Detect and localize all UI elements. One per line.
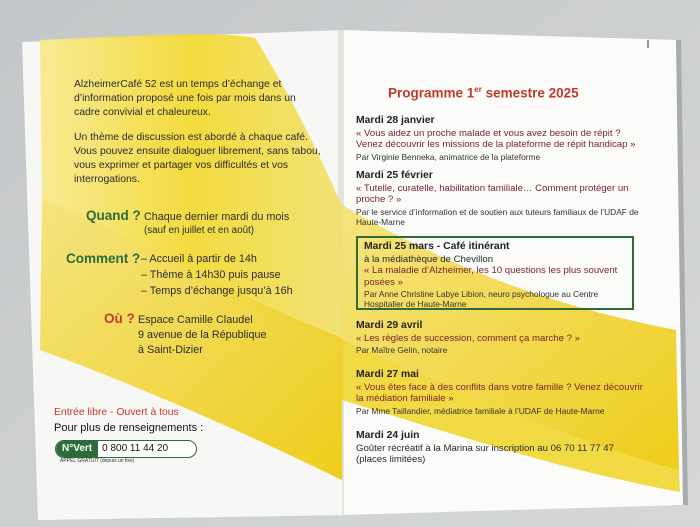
quand-line-1: Chaque dernier mardi du mois <box>144 211 290 223</box>
event-speaker: Par Mme Taillandier, médiatrice familiale à l’UDAF de Haute-Marne <box>356 405 605 416</box>
event-item <box>356 170 646 227</box>
event-theme: « La maladie d’Alzheimer, les 10 questions les plus souvent posées » <box>364 265 618 288</box>
event-date: Mardi 25 février <box>356 170 433 181</box>
event-date: Mardi 27 mai <box>356 369 419 380</box>
ou-label: Où ? <box>104 311 135 326</box>
event-theme: « Tutelle, curatelle, habilitation familiale… Comment protéger un proche ? » <box>356 182 629 205</box>
ou-line-3: à Saint-Dizier <box>138 344 203 356</box>
event-theme: « Vous êtes face à des conflits dans votre famille ? Venez découvrir la médiation familiale » <box>356 381 643 404</box>
event-place: à la médiathèque de Chevillon <box>364 253 494 265</box>
intro-paragraph-2: Un thème de discussion est abordé à chaque café. Vous pouvez ensuite dialoguer librement, sans tabou, vous exprimer et partager vos difficultés et vos interrogations. <box>74 131 321 186</box>
ou-line-1: Espace Camille Claudel <box>138 314 253 326</box>
comment-line-2: – Thème à 14h30 puis pause <box>141 269 281 281</box>
comment-line-3: – Temps d’échange jusqu’à 16h <box>141 285 293 297</box>
event-item <box>356 430 646 466</box>
programme-title <box>388 85 579 101</box>
comment-line-1: – Accueil à partir de 14h <box>141 253 257 265</box>
quand-label: Quand ? <box>86 208 141 223</box>
programme-title-sup: er <box>474 85 482 94</box>
event-speaker: Par Anne Christine Labye Libion, neuro psychologue au Centre Hospitalier de Haute-Marne <box>364 289 599 309</box>
event-theme: Goûter récréatif à la Marina sur inscription au 06 70 11 77 47 (places limitées) <box>356 442 614 465</box>
numero-vert-tag: N°Vert <box>56 441 98 457</box>
entree-libre: Entrée libre - Ouvert à tous <box>54 407 179 418</box>
event-theme: « Vous aidez un proche malade et vous avez besoin de répit ? Venez découvrir les missions de la plateforme de répit handicap » <box>356 127 636 150</box>
event-date: Mardi 28 janvier <box>356 115 435 126</box>
event-date: Mardi 25 mars - Café itinérant <box>364 241 510 252</box>
renseignements: Pour plus de renseignements : <box>54 422 204 434</box>
programme-title-main: Programme 1 <box>388 85 475 101</box>
event-item <box>356 115 646 162</box>
programme-title-rest: semestre 2025 <box>481 85 579 101</box>
event-date: Mardi 24 juin <box>356 430 420 441</box>
intro-text <box>74 78 324 197</box>
event-theme: « Les règles de succession, comment ça marche ? » <box>356 332 580 344</box>
comment-label: Comment ? <box>66 251 141 266</box>
event-date: Mardi 29 avril <box>356 320 423 331</box>
numero-vert-number: 0 800 11 44 20 <box>102 443 169 454</box>
event-item-highlighted <box>356 236 634 310</box>
quand-line-2: (sauf en juillet et en août) <box>144 225 255 236</box>
numero-vert-badge <box>55 440 197 458</box>
intro-paragraph-1: AlzheimerCafé 52 est un temps d’échange et d’information proposé une fois par mois dans un cadre convivial et chaleureux. <box>74 79 296 119</box>
ou-line-2: 9 avenue de la République <box>138 329 267 341</box>
event-speaker: Par Virginie Benneka, animatrice de la plateforme <box>356 151 541 162</box>
event-speaker: Par le service d’information et de soutien aux tuteurs familiaux de l’UDAF de Haute-Marne <box>356 206 639 227</box>
event-speaker: Par Maître Gelin, notaire <box>356 345 448 355</box>
event-item <box>356 369 646 416</box>
event-item <box>356 320 646 355</box>
appel-gratuit: APPEL GRATUIT (depuis un fixe) <box>60 458 135 464</box>
